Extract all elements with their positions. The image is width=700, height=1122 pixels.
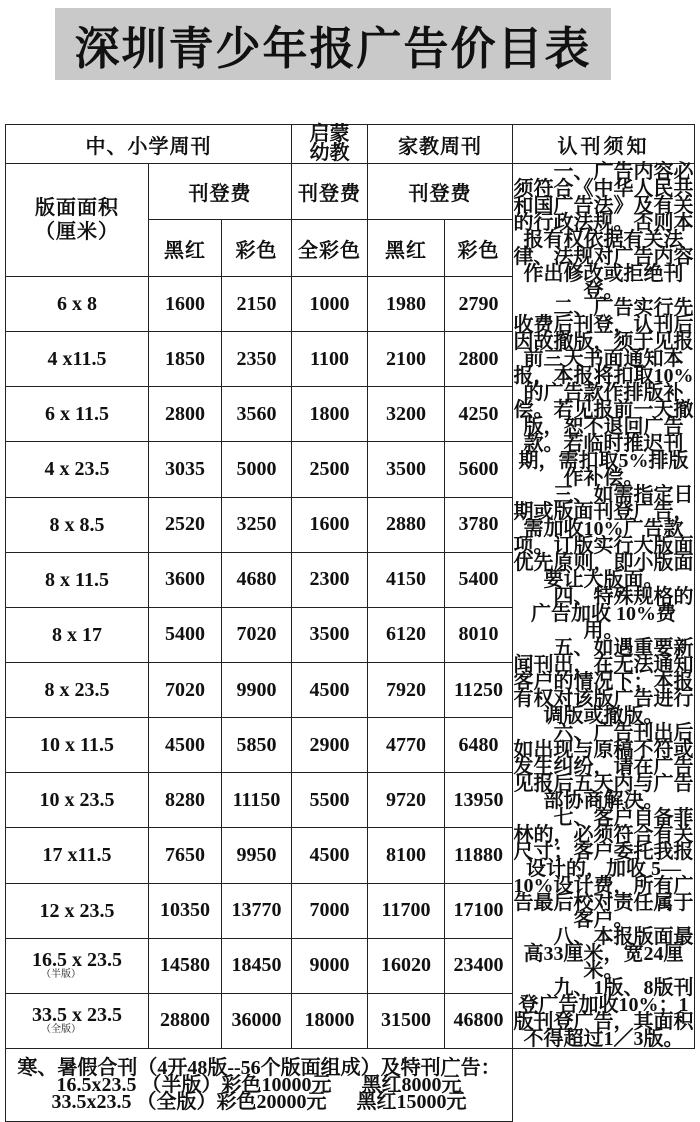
family-color-header: 彩色 bbox=[445, 220, 513, 276]
price-p-bw: 1600 bbox=[149, 276, 222, 331]
price-p-bw: 3035 bbox=[149, 442, 222, 497]
notice-item: 三、如需指定日期或版面刊登广告，需加收10%广告款项。订版实行大版面优先原则，即小版面要让大版面。 bbox=[513, 484, 694, 591]
price-pre-color: 2900 bbox=[292, 718, 368, 773]
price-pre-color: 1000 bbox=[292, 276, 368, 331]
size-value: 8 x 23.5 bbox=[44, 679, 110, 702]
size-cell bbox=[6, 607, 149, 662]
price-f-bw: 2880 bbox=[368, 497, 445, 552]
price-p-bw: 4500 bbox=[149, 718, 222, 773]
notice-item: 四、特殊规格的广告加收 10%费用。 bbox=[531, 586, 694, 642]
price-f-bw: 9720 bbox=[368, 773, 445, 828]
preschool-fullcolor-header: 全彩色 bbox=[292, 220, 368, 276]
price-p-bw: 14580 bbox=[149, 938, 222, 993]
size-cell bbox=[6, 993, 149, 1048]
price-p-bw: 3600 bbox=[149, 552, 222, 607]
primary-bw-header: 黑红 bbox=[149, 220, 222, 276]
price-p-bw: 2800 bbox=[149, 387, 222, 442]
size-value: 8 x 8.5 bbox=[49, 513, 105, 536]
price-pre-color: 7000 bbox=[292, 883, 368, 938]
price-pre-color: 5500 bbox=[292, 773, 368, 828]
price-f-bw: 16020 bbox=[368, 938, 445, 993]
size-cell bbox=[6, 773, 149, 828]
price-f-color: 6480 bbox=[445, 718, 513, 773]
price-f-bw: 8100 bbox=[368, 828, 445, 883]
size-label-header bbox=[6, 164, 149, 277]
size-cell bbox=[6, 662, 149, 717]
size-value: 8 x 11.5 bbox=[45, 568, 109, 591]
price-pre-color: 2300 bbox=[292, 552, 368, 607]
size-value: 10 x 11.5 bbox=[40, 734, 114, 757]
size-cell bbox=[6, 552, 149, 607]
price-p-bw: 28800 bbox=[149, 993, 222, 1048]
price-p-color: 3250 bbox=[222, 497, 292, 552]
notice-item: 一、广告内容必须符合《中华人民共和国广告法》及有关的行政法规。否则本报有权依据有关法律、法规对广告内容作出修改或拒绝刊登。 bbox=[513, 161, 694, 302]
preschool-fee-header: 刊登费 bbox=[292, 164, 368, 220]
price-f-bw: 11700 bbox=[368, 883, 445, 938]
size-value: 4 x 23.5 bbox=[44, 458, 110, 481]
price-p-color: 3560 bbox=[222, 387, 292, 442]
price-pre-color: 2500 bbox=[292, 442, 368, 497]
price-pre-color: 3500 bbox=[292, 607, 368, 662]
price-f-color: 13950 bbox=[445, 773, 513, 828]
family-fee-header: 刊登费 bbox=[368, 164, 513, 220]
primary-fee-header: 刊登费 bbox=[149, 164, 292, 220]
size-cell bbox=[6, 387, 149, 442]
footer-note bbox=[6, 1049, 513, 1122]
price-pre-color: 4500 bbox=[292, 828, 368, 883]
group-preschool-header: 启蒙幼教 bbox=[292, 125, 368, 164]
price-p-color: 9900 bbox=[222, 662, 292, 717]
price-f-color: 23400 bbox=[445, 938, 513, 993]
size-value: 10 x 23.5 bbox=[39, 789, 115, 812]
footer-line: 寒、暑假合刊（4开48版--56个版面组成）及特刊广告： bbox=[17, 1056, 501, 1079]
size-value: 8 x 17 bbox=[52, 623, 102, 646]
price-f-color: 5400 bbox=[445, 552, 513, 607]
price-p-color: 13770 bbox=[222, 883, 292, 938]
price-pre-color: 18000 bbox=[292, 993, 368, 1048]
primary-color-header: 彩色 bbox=[222, 220, 292, 276]
price-p-color: 4680 bbox=[222, 552, 292, 607]
size-cell bbox=[6, 883, 149, 938]
price-p-color: 18450 bbox=[222, 938, 292, 993]
price-pre-color: 9000 bbox=[292, 938, 368, 993]
notice-item: 七、客户自备菲林的，必须符合有关尺寸；客户委托我报设计的，加收 5—10%设计费，所有广告最后校对责任属于客户。 bbox=[513, 807, 694, 931]
price-p-bw: 5400 bbox=[149, 607, 222, 662]
price-f-color: 3780 bbox=[445, 497, 513, 552]
notice-title: 认刊须知 bbox=[513, 125, 695, 164]
price-f-bw: 3500 bbox=[368, 442, 445, 497]
price-f-bw: 4150 bbox=[368, 552, 445, 607]
price-f-bw: 7920 bbox=[368, 662, 445, 717]
price-f-bw: 4770 bbox=[368, 718, 445, 773]
price-f-bw: 31500 bbox=[368, 993, 445, 1048]
price-f-color: 46800 bbox=[445, 993, 513, 1048]
size-value: 6 x 8 bbox=[57, 293, 97, 316]
size-cell bbox=[6, 828, 149, 883]
size-value: 17 x11.5 bbox=[42, 844, 112, 867]
price-p-color: 2350 bbox=[222, 332, 292, 387]
price-f-color: 8010 bbox=[445, 607, 513, 662]
price-table bbox=[5, 124, 695, 1122]
price-p-color: 7020 bbox=[222, 607, 292, 662]
title-banner bbox=[55, 8, 611, 80]
notice-item: 九、1版、8版刊登广告加收10%；1版刊登广告，其面积不得超过1／3版。 bbox=[513, 977, 694, 1050]
price-f-bw: 1980 bbox=[368, 276, 445, 331]
price-p-bw: 10350 bbox=[149, 883, 222, 938]
price-f-color: 17100 bbox=[445, 883, 513, 938]
size-cell bbox=[6, 718, 149, 773]
price-p-bw: 1850 bbox=[149, 332, 222, 387]
size-cell bbox=[6, 938, 149, 993]
price-f-color: 2800 bbox=[445, 332, 513, 387]
price-pre-color: 1100 bbox=[292, 332, 368, 387]
price-f-color: 11880 bbox=[445, 828, 513, 883]
price-pre-color: 1600 bbox=[292, 497, 368, 552]
price-p-color: 2150 bbox=[222, 276, 292, 331]
price-f-color: 4250 bbox=[445, 387, 513, 442]
size-cell bbox=[6, 332, 149, 387]
price-p-color: 11150 bbox=[222, 773, 292, 828]
size-label: 版面面积（厘米） bbox=[35, 196, 119, 243]
price-f-color: 5600 bbox=[445, 442, 513, 497]
size-note: （半版） bbox=[41, 969, 81, 981]
price-f-color: 11250 bbox=[445, 662, 513, 717]
notice-item: 五、如遇重要新闻刊出，在无法通知客户的情况下；本报有权对该版广告进行调版或撤版。 bbox=[513, 637, 694, 727]
price-p-color: 5850 bbox=[222, 718, 292, 773]
size-cell bbox=[6, 442, 149, 497]
price-p-bw: 7020 bbox=[149, 662, 222, 717]
footer-line: 33.5x23.5 （全版）彩色20000元 黑红15000元 bbox=[51, 1090, 467, 1113]
price-f-bw: 3200 bbox=[368, 387, 445, 442]
size-value: 16.5 x 23.5 bbox=[32, 949, 122, 972]
price-pre-color: 4500 bbox=[292, 662, 368, 717]
size-value: 33.5 x 23.5 bbox=[32, 1004, 122, 1027]
size-cell bbox=[6, 276, 149, 331]
price-p-color: 5000 bbox=[222, 442, 292, 497]
price-p-bw: 2520 bbox=[149, 497, 222, 552]
group-primary-header: 中、小学周刊 bbox=[6, 125, 292, 164]
price-p-color: 9950 bbox=[222, 828, 292, 883]
price-p-color: 36000 bbox=[222, 993, 292, 1048]
size-value: 12 x 23.5 bbox=[39, 899, 115, 922]
notice-item: 八、本报版面最高33厘米，宽24厘米。 bbox=[523, 926, 694, 982]
notice-item: 二、广告实行先收费后刊登，认刊后因故撤版，须于见报前三天书面通知本报，本报将扣取10%的广告款作排版补偿。若见报前一天撤版，恕不退回广告款。若临时推迟刊期，需扣取5%排版作补偿。 bbox=[513, 297, 694, 489]
group-family-header: 家教周刊 bbox=[368, 125, 513, 164]
footer-line: 16.5x23.5 （半版）彩色10000元 黑红8000元 bbox=[56, 1073, 462, 1096]
price-f-bw: 2100 bbox=[368, 332, 445, 387]
notice-body bbox=[513, 161, 695, 1050]
price-p-bw: 8280 bbox=[149, 773, 222, 828]
size-value: 4 x11.5 bbox=[47, 348, 107, 371]
price-f-bw: 6120 bbox=[368, 607, 445, 662]
price-p-bw: 7650 bbox=[149, 828, 222, 883]
page-title: 深圳青少年报广告价目表 bbox=[74, 21, 592, 75]
price-pre-color: 1800 bbox=[292, 387, 368, 442]
price-f-color: 2790 bbox=[445, 276, 513, 331]
notice-item: 六、广告刊出后如出现与原稿不符或发生纠纷，请在广告见报后五天内与广告部协商解决。 bbox=[513, 722, 694, 812]
size-value: 6 x 11.5 bbox=[45, 403, 109, 426]
size-note: （全版） bbox=[41, 1024, 81, 1036]
size-cell bbox=[6, 497, 149, 552]
family-bw-header: 黑红 bbox=[368, 220, 445, 276]
